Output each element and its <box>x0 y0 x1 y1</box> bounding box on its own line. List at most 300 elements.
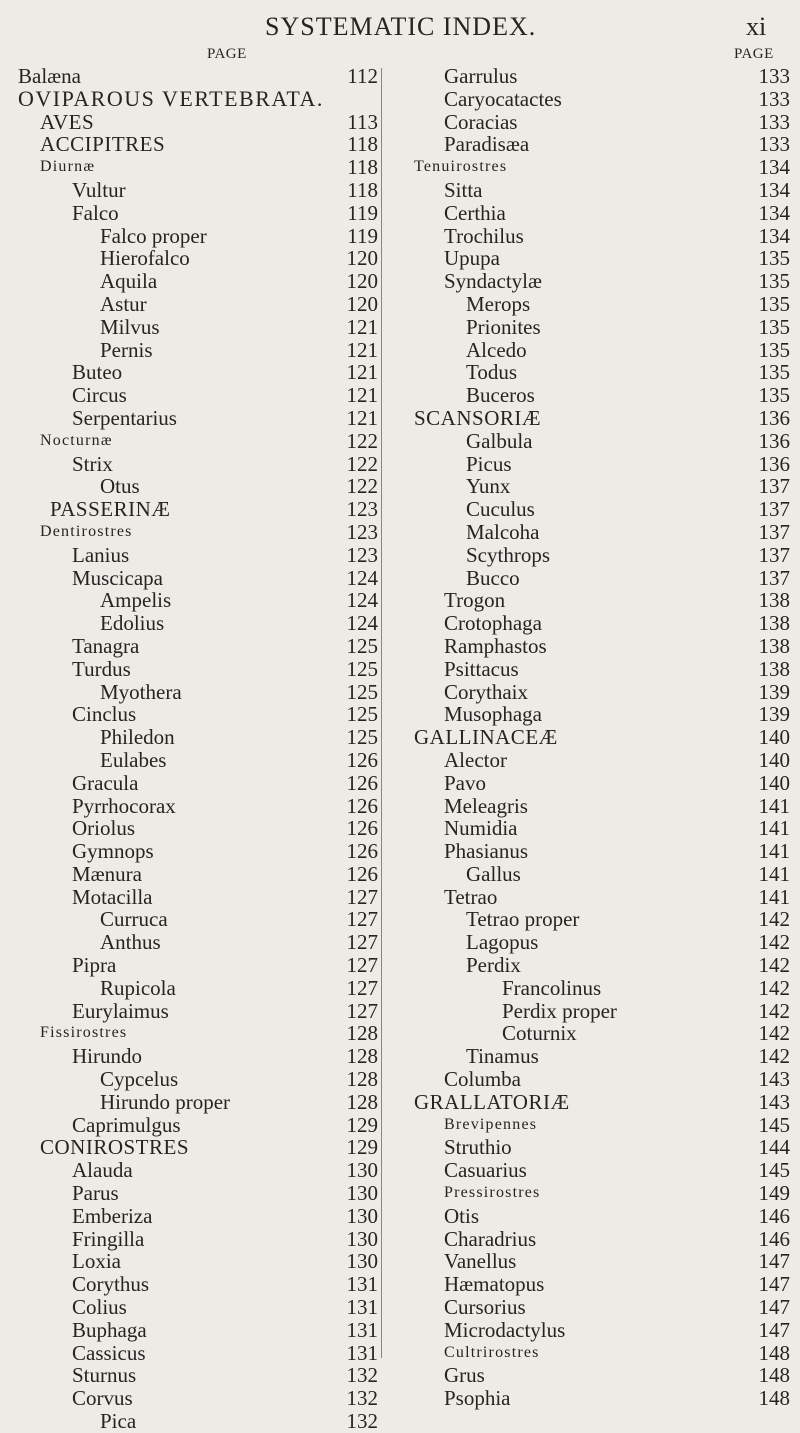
entry-page-number: 143 <box>758 1089 790 1114</box>
entry-name: Lagopus <box>466 930 539 955</box>
entry-name: Gallus <box>466 861 521 886</box>
right-index-entry <box>392 111 790 134</box>
entry-page-number: 126 <box>346 793 378 818</box>
entry-page-number: 136 <box>758 428 790 453</box>
entry-page-number: 140 <box>758 770 790 795</box>
right-index-entry <box>392 1000 790 1023</box>
entry-name: Circus <box>72 383 127 408</box>
entry-name: Charadrius <box>444 1226 537 1251</box>
left-index-entry <box>10 1136 378 1159</box>
entry-name: Upupa <box>444 246 500 271</box>
right-index-entry <box>392 1114 790 1137</box>
right-index-entry <box>392 1136 790 1159</box>
entry-name: Falco <box>72 200 119 225</box>
entry-page-number: 147 <box>758 1272 790 1297</box>
right-index-entry <box>392 635 790 658</box>
entry-page-number: 135 <box>758 360 790 385</box>
entry-name: Parus <box>72 1181 119 1206</box>
entry-name: Prionites <box>466 314 541 339</box>
entry-name: Fissirostres <box>40 1024 128 1042</box>
entry-name: Cuculus <box>466 497 535 522</box>
entry-name: Casuarius <box>444 1158 527 1183</box>
right-index-entry <box>392 795 790 818</box>
entry-page-number: 120 <box>346 246 378 271</box>
entry-name: Cultrirostres <box>444 1343 540 1361</box>
entry-name: Ampelis <box>100 588 172 613</box>
left-index-entry <box>10 635 378 658</box>
left-index-entry <box>10 1319 378 1342</box>
entry-name: Alauda <box>72 1158 133 1183</box>
left-index-entry <box>10 247 378 270</box>
left-index-entry <box>10 384 378 407</box>
left-index-entry <box>10 1114 378 1137</box>
left-index-entry <box>10 225 378 248</box>
entry-name: Serpentarius <box>72 405 177 430</box>
entry-name: Trogon <box>444 588 506 613</box>
entry-name: PASSERINÆ <box>50 497 171 522</box>
entry-page-number: 141 <box>758 861 790 886</box>
right-index-entry <box>392 1387 790 1410</box>
left-index-entry <box>10 681 378 704</box>
right-index-entry <box>392 658 790 681</box>
entry-page-number: 118 <box>347 155 378 180</box>
right-index-entry <box>392 612 790 635</box>
entry-name: Astur <box>100 291 147 316</box>
right-index-entry <box>392 1364 790 1387</box>
entry-page-number: 122 <box>346 474 378 499</box>
left-index-entry <box>10 589 378 612</box>
entry-page-number: 119 <box>347 223 378 248</box>
entry-page-number: 121 <box>346 360 378 385</box>
entry-name: Psittacus <box>444 656 519 681</box>
entry-page-number: 141 <box>758 793 790 818</box>
entry-name: Lanius <box>72 542 130 567</box>
entry-page-number: 137 <box>758 565 790 590</box>
entry-name: Cursorius <box>444 1295 526 1320</box>
entry-name: Sitta <box>444 177 483 202</box>
left-index-entry <box>10 521 378 544</box>
entry-name: Buteo <box>72 360 123 385</box>
entry-name: Perdix <box>466 953 521 978</box>
entry-page-number: 141 <box>758 884 790 909</box>
left-index-entry <box>10 65 378 88</box>
right-index-entry <box>392 567 790 590</box>
right-index-entry <box>392 133 790 156</box>
entry-page-number: 126 <box>346 747 378 772</box>
right-index-entry <box>392 1205 790 1228</box>
entry-page-number: 139 <box>758 702 790 727</box>
left-index-entry <box>10 111 378 134</box>
left-index-entry <box>10 407 378 430</box>
entry-page-number: 148 <box>758 1386 790 1411</box>
entry-page-number: 143 <box>758 1067 790 1092</box>
right-index-entry <box>392 726 790 749</box>
page-folio: xi <box>746 12 767 41</box>
entry-page-number: 122 <box>346 451 378 476</box>
entry-page-number: 126 <box>346 839 378 864</box>
entry-page-number: 148 <box>758 1363 790 1388</box>
entry-name: Tetrao proper <box>466 907 580 932</box>
entry-page-number: 142 <box>758 975 790 1000</box>
column-divider <box>381 68 382 1358</box>
entry-name: OVIPAROUS VERTEBRATA. <box>18 85 324 111</box>
entry-page-number: 128 <box>346 1044 378 1069</box>
entry-page-number: 113 <box>347 109 378 134</box>
entry-name: Pavo <box>444 770 486 795</box>
entry-name: Trochilus <box>444 223 524 248</box>
entry-page-number: 135 <box>758 246 790 271</box>
entry-page-number: 112 <box>347 64 378 88</box>
right-index-entry <box>392 703 790 726</box>
right-page-column-label: PAGE <box>734 46 774 62</box>
entry-name: Psophia <box>444 1386 511 1411</box>
left-index-entry <box>10 954 378 977</box>
running-head <box>0 12 800 44</box>
left-index-entry <box>10 1159 378 1182</box>
right-index-entry <box>392 681 790 704</box>
entry-page-number: 130 <box>346 1181 378 1206</box>
right-index-entry <box>392 863 790 886</box>
entry-page-number: 134 <box>758 200 790 225</box>
entry-page-number: 141 <box>758 816 790 841</box>
entry-page-number: 133 <box>758 132 790 157</box>
entry-page-number: 135 <box>758 314 790 339</box>
entry-name: Certhia <box>444 200 506 225</box>
right-index-entry <box>392 1273 790 1296</box>
right-index-entry <box>392 270 790 293</box>
entry-page-number: 140 <box>758 747 790 772</box>
entry-page-number: 127 <box>346 884 378 909</box>
entry-page-number: 119 <box>347 200 378 225</box>
left-index-entry <box>10 658 378 681</box>
entry-name: Perdix proper <box>502 998 617 1023</box>
entry-name: Garrulus <box>444 64 518 88</box>
entry-page-number: 127 <box>346 930 378 955</box>
entry-name: Pernis <box>100 337 153 362</box>
entry-page-number: 128 <box>346 1067 378 1092</box>
entry-name: Emberiza <box>72 1203 153 1228</box>
right-index-entry <box>392 202 790 225</box>
entry-name: Buphaga <box>72 1317 147 1342</box>
entry-page-number: 147 <box>758 1249 790 1274</box>
entry-name: Otus <box>100 474 140 499</box>
entry-name: Syndactylæ <box>444 269 542 294</box>
entry-name: CONIROSTRES <box>40 1135 190 1160</box>
entry-name: Picus <box>466 451 512 476</box>
entry-page-number: 138 <box>758 588 790 613</box>
entry-page-number: 120 <box>346 269 378 294</box>
right-index-entry <box>392 1159 790 1182</box>
entry-name: Coturnix <box>502 1021 577 1046</box>
entry-name: GALLINACEÆ <box>414 725 558 750</box>
entry-page-number: 142 <box>758 907 790 932</box>
entry-name: Turdus <box>72 656 131 681</box>
left-index-column <box>10 65 378 1433</box>
entry-name: Merops <box>466 291 531 316</box>
entry-name: Sturnus <box>72 1363 137 1388</box>
left-index-entry <box>10 1228 378 1251</box>
left-index-entry <box>10 453 378 476</box>
entry-page-number: 147 <box>758 1295 790 1320</box>
entry-name: Philedon <box>100 725 175 750</box>
entry-page-number: 124 <box>346 588 378 613</box>
entry-name: Galbula <box>466 428 533 453</box>
entry-name: Hierofalco <box>100 246 190 271</box>
entry-name: Vanellus <box>444 1249 517 1274</box>
left-index-entry <box>10 772 378 795</box>
left-index-entry <box>10 270 378 293</box>
entry-name: Colius <box>72 1295 127 1320</box>
entry-name: Caryocatactes <box>444 86 562 111</box>
right-index-entry <box>392 1091 790 1114</box>
entry-page-number: 146 <box>758 1203 790 1228</box>
entry-page-number: 120 <box>346 291 378 316</box>
right-index-entry <box>392 1342 790 1365</box>
left-index-entry <box>10 1342 378 1365</box>
left-index-entry <box>10 863 378 886</box>
entry-page-number: 124 <box>346 565 378 590</box>
right-index-entry <box>392 954 790 977</box>
entry-page-number: 142 <box>758 1021 790 1046</box>
right-index-entry <box>392 475 790 498</box>
entry-page-number: 126 <box>346 861 378 886</box>
entry-page-number: 135 <box>758 291 790 316</box>
left-index-entry <box>10 1387 378 1410</box>
left-index-entry <box>10 1000 378 1023</box>
right-index-entry <box>392 1250 790 1273</box>
entry-page-number: 129 <box>346 1135 378 1160</box>
right-index-column <box>392 65 790 1410</box>
entry-page-number: 139 <box>758 679 790 704</box>
left-index-entry <box>10 430 378 453</box>
entry-page-number: 135 <box>758 337 790 362</box>
entry-page-number: 141 <box>758 839 790 864</box>
entry-page-number: 149 <box>758 1181 790 1206</box>
entry-name: Scythrops <box>466 542 550 567</box>
left-index-entry <box>10 293 378 316</box>
entry-name: Struthio <box>444 1135 512 1160</box>
entry-name: Tetrao <box>444 884 498 909</box>
entry-page-number: 134 <box>758 155 790 180</box>
entry-name: Pyrrhocorax <box>72 793 176 818</box>
entry-name: Eulabes <box>100 747 167 772</box>
left-index-entry <box>10 1364 378 1387</box>
left-index-entry <box>10 1182 378 1205</box>
entry-name: Tenuirostres <box>414 158 508 176</box>
entry-page-number: 128 <box>346 1089 378 1114</box>
entry-page-number: 148 <box>758 1340 790 1365</box>
right-index-entry <box>392 840 790 863</box>
left-index-entry <box>10 1091 378 1114</box>
entry-name: Oriolus <box>72 816 135 841</box>
entry-name: Cinclus <box>72 702 137 727</box>
right-index-entry <box>392 384 790 407</box>
right-index-entry <box>392 225 790 248</box>
right-index-entry <box>392 521 790 544</box>
entry-name: Myothera <box>100 679 182 704</box>
left-index-entry <box>10 567 378 590</box>
left-index-entry <box>10 156 378 179</box>
entry-name: Meleagris <box>444 793 528 818</box>
right-index-entry <box>392 772 790 795</box>
right-index-entry <box>392 453 790 476</box>
left-index-entry <box>10 703 378 726</box>
entry-page-number: 133 <box>758 86 790 111</box>
entry-name: Corythaix <box>444 679 528 704</box>
right-index-entry <box>392 1182 790 1205</box>
entry-name: Yunx <box>466 474 511 499</box>
left-index-entry <box>10 908 378 931</box>
entry-name: Dentirostres <box>40 522 133 540</box>
entry-page-number: 127 <box>346 975 378 1000</box>
entry-name: Pipra <box>72 953 117 978</box>
right-index-entry <box>392 1045 790 1068</box>
left-index-entry <box>10 316 378 339</box>
entry-name: Milvus <box>100 314 160 339</box>
entry-page-number: 121 <box>346 337 378 362</box>
entry-name: Diurnæ <box>40 158 96 176</box>
entry-page-number: 121 <box>346 314 378 339</box>
entry-name: Falco proper <box>100 223 207 248</box>
entry-name: Rupicola <box>100 975 176 1000</box>
entry-name: Gracula <box>72 770 139 795</box>
entry-page-number: 126 <box>346 816 378 841</box>
left-index-list <box>10 65 378 1433</box>
entry-name: Edolius <box>100 611 165 636</box>
entry-page-number: 142 <box>758 953 790 978</box>
entry-page-number: 132 <box>346 1386 378 1411</box>
right-index-entry <box>392 88 790 111</box>
entry-name: Strix <box>72 451 113 476</box>
entry-page-number: 123 <box>346 542 378 567</box>
left-index-entry <box>10 977 378 1000</box>
right-index-entry <box>392 430 790 453</box>
entry-name: Anthus <box>100 930 161 955</box>
entry-name: Vultur <box>72 177 126 202</box>
entry-page-number: 131 <box>346 1272 378 1297</box>
left-index-entry <box>10 1022 378 1045</box>
right-index-entry <box>392 589 790 612</box>
entry-name: Gymnops <box>72 839 154 864</box>
right-index-entry <box>392 886 790 909</box>
entry-page-number: 138 <box>758 656 790 681</box>
entry-page-number: 133 <box>758 64 790 88</box>
left-index-entry <box>10 886 378 909</box>
entry-page-number: 136 <box>758 405 790 430</box>
entry-name: Hæmatopus <box>444 1272 545 1297</box>
entry-name: GRALLATORIÆ <box>414 1089 570 1114</box>
left-index-entry <box>10 133 378 156</box>
right-index-entry <box>392 179 790 202</box>
left-index-entry <box>10 85 378 111</box>
entry-page-number: 144 <box>758 1135 790 1160</box>
left-index-entry <box>10 544 378 567</box>
entry-name: Bucco <box>466 565 520 590</box>
entry-page-number: 142 <box>758 998 790 1023</box>
right-index-entry <box>392 1228 790 1251</box>
entry-name: Hirundo proper <box>100 1089 231 1114</box>
entry-name: Columba <box>444 1067 521 1092</box>
entry-page-number: 134 <box>758 223 790 248</box>
entry-name: Fringilla <box>72 1226 145 1251</box>
entry-name: Tanagra <box>72 633 140 658</box>
left-index-entry <box>10 817 378 840</box>
entry-name: Ramphastos <box>444 633 547 658</box>
entry-name: Cassicus <box>72 1340 146 1365</box>
entry-page-number: 147 <box>758 1317 790 1342</box>
right-index-entry <box>392 498 790 521</box>
entry-name: ACCIPITRES <box>40 132 166 157</box>
entry-page-number: 140 <box>758 725 790 750</box>
entry-name: Malcoha <box>466 519 540 544</box>
left-index-entry <box>10 202 378 225</box>
entry-name: Hirundo <box>72 1044 142 1069</box>
entry-page-number: 136 <box>758 451 790 476</box>
right-index-entry <box>392 156 790 179</box>
entry-page-number: 123 <box>346 497 378 522</box>
entry-name: Crotophaga <box>444 611 542 636</box>
left-index-entry <box>10 795 378 818</box>
entry-name: Corythus <box>72 1272 150 1297</box>
entry-page-number: 134 <box>758 177 790 202</box>
entry-page-number: 121 <box>346 405 378 430</box>
entry-name: Coracias <box>444 109 518 134</box>
left-index-entry <box>10 1068 378 1091</box>
right-index-entry <box>392 1296 790 1319</box>
entry-name: Otis <box>444 1203 480 1228</box>
right-index-entry <box>392 544 790 567</box>
left-index-entry <box>10 475 378 498</box>
entry-page-number: 130 <box>346 1158 378 1183</box>
right-index-entry <box>392 749 790 772</box>
entry-name: Musophaga <box>444 702 542 727</box>
right-index-entry <box>392 65 790 88</box>
entry-name: AVES <box>40 109 95 134</box>
entry-name: Phasianus <box>444 839 528 864</box>
entry-page-number: 135 <box>758 383 790 408</box>
entry-page-number: 123 <box>346 519 378 544</box>
entry-page-number: 138 <box>758 611 790 636</box>
entry-page-number: 131 <box>346 1340 378 1365</box>
left-index-entry <box>10 1250 378 1273</box>
entry-name: Balæna <box>18 64 81 88</box>
right-index-entry <box>392 361 790 384</box>
entry-name: Aquila <box>100 269 158 294</box>
entry-name: Nocturnæ <box>40 431 113 449</box>
entry-name: Curruca <box>100 907 168 932</box>
entry-page-number: 142 <box>758 930 790 955</box>
left-index-entry <box>10 931 378 954</box>
left-index-entry <box>10 1410 378 1433</box>
right-index-entry <box>392 293 790 316</box>
left-index-entry <box>10 498 378 521</box>
left-index-entry <box>10 361 378 384</box>
entry-name: Microdactylus <box>444 1317 566 1342</box>
right-index-entry <box>392 316 790 339</box>
left-index-entry <box>10 1045 378 1068</box>
entry-page-number: 132 <box>346 1409 378 1433</box>
entry-page-number: 133 <box>758 109 790 134</box>
entry-name: Tinamus <box>466 1044 539 1069</box>
entry-name: Pica <box>100 1409 137 1433</box>
left-index-entry <box>10 726 378 749</box>
entry-page-number: 137 <box>758 542 790 567</box>
left-index-entry <box>10 612 378 635</box>
entry-page-number: 129 <box>346 1112 378 1137</box>
entry-page-number: 137 <box>758 474 790 499</box>
left-index-entry <box>10 1273 378 1296</box>
entry-page-number: 130 <box>346 1203 378 1228</box>
